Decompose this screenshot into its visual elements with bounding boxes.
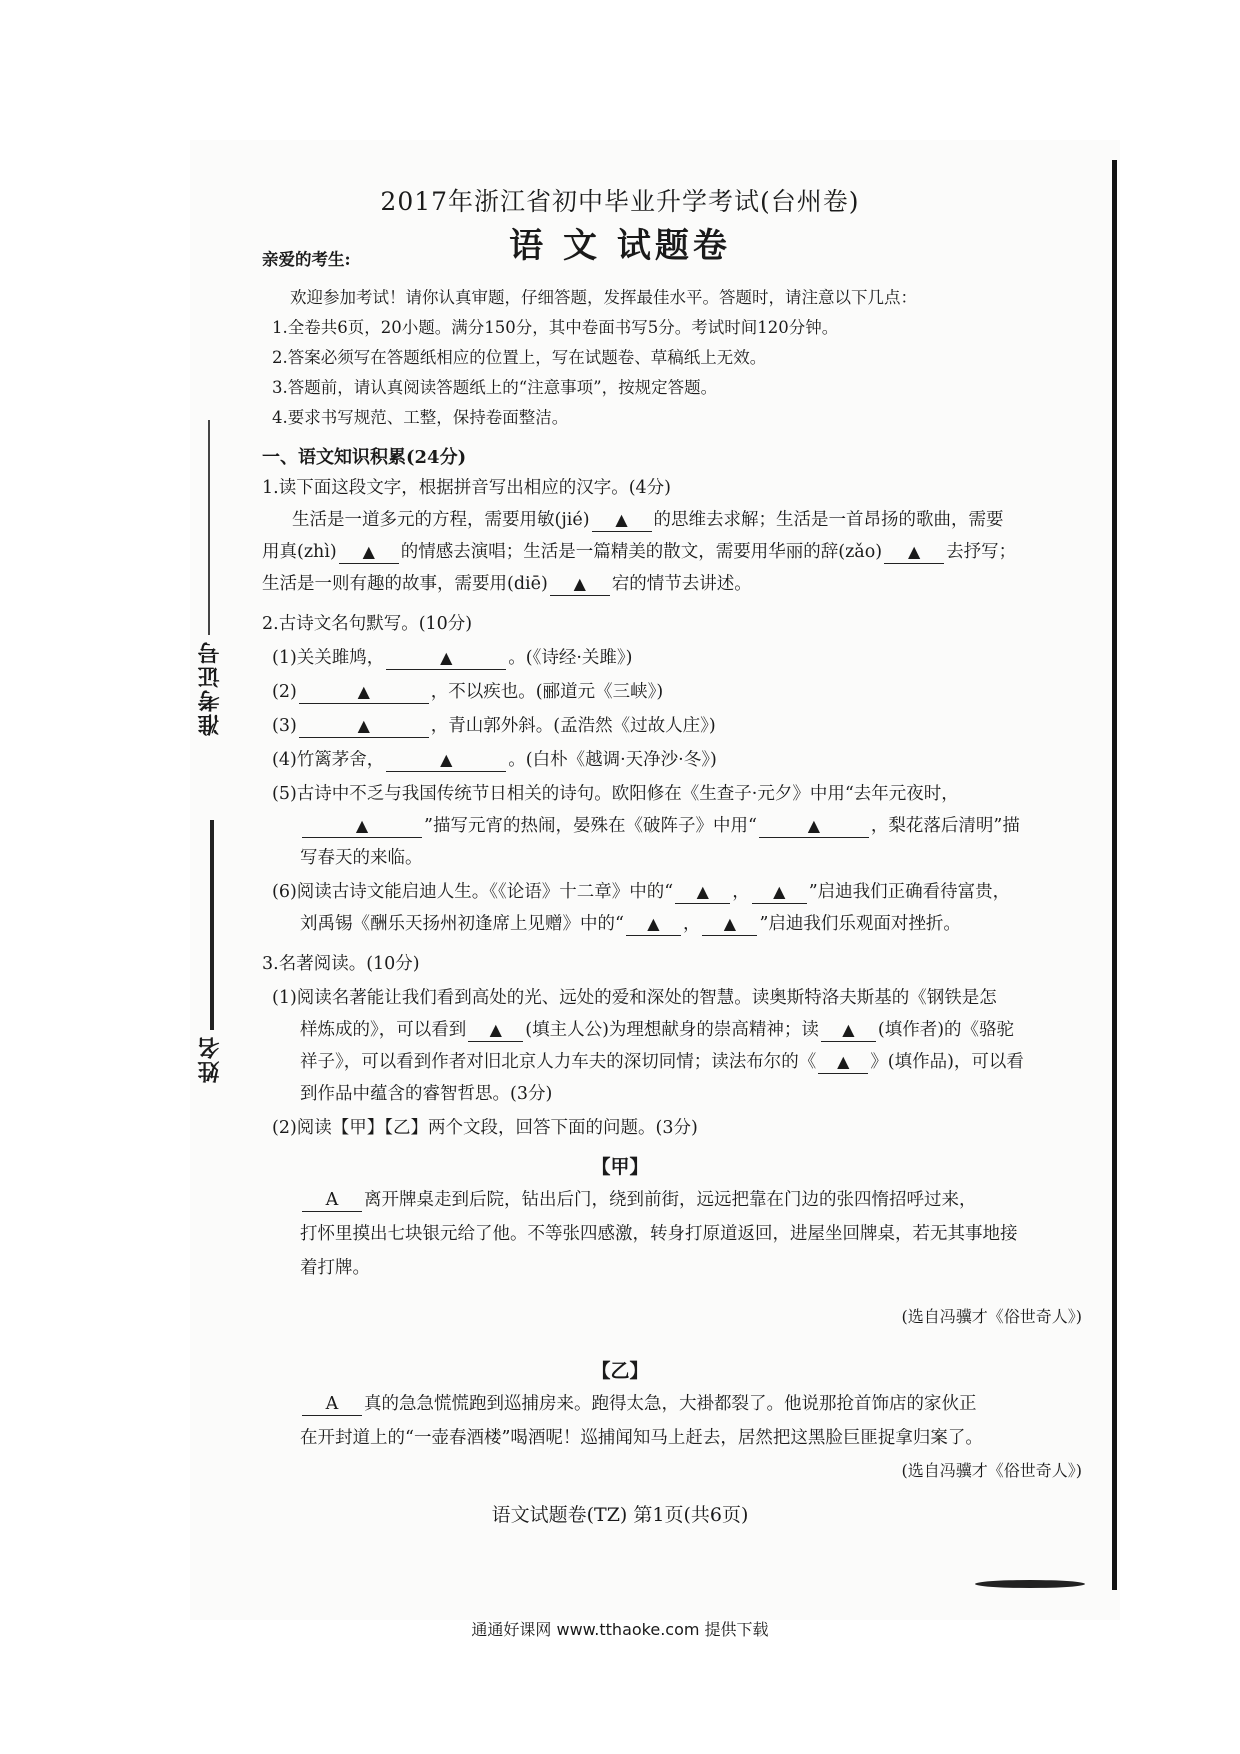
answer-blank[interactable] (468, 1019, 523, 1042)
ink-smudge (975, 1580, 1085, 1588)
triangle-mark-icon: ▲ (837, 1052, 850, 1071)
triangle-mark-icon: ▲ (907, 542, 921, 561)
notice-item-4: 4.要求书写规范、工整，保持卷面整洁。 (272, 408, 569, 427)
q1-line-1: 生活是一道多元的方程，需要用敏(jié) ▲ 的思维去求解；生活是一首昂扬的歌曲，需要 (292, 510, 1004, 530)
q2-item-5-line-3: 写春天的来临。 (300, 848, 423, 868)
passage-a-heading: 【甲】 (591, 1156, 649, 1178)
notice-greeting: 亲爱的考生: (262, 250, 351, 269)
q1-stem: 1.读下面这段文字，根据拼音写出相应的汉字。(4分) (262, 478, 671, 498)
id-number-line (208, 420, 210, 635)
triangle-mark-icon: ▲ (357, 682, 370, 701)
name-label: 姓名 (197, 1035, 223, 1083)
passage-a-line-3: 着打牌。 (300, 1258, 370, 1278)
triangle-mark-icon: ▲ (723, 914, 737, 933)
notice-item-1: 1.全卷共6页，20小题。满分150分，其中卷面书写5分。考试时间120分钟。 (272, 318, 839, 337)
triangle-mark-icon: ▲ (807, 816, 821, 835)
answer-blank[interactable] (302, 815, 422, 838)
q3-part-1-line-2: 样炼成的》，可以看到 ▲ (填主人公)为理想献身的崇高精神；读 ▲ (填作者)的《骆驼 (300, 1020, 1015, 1040)
answer-blank[interactable] (339, 541, 399, 564)
triangle-mark-icon: ▲ (489, 1020, 502, 1039)
passage-marker: A (302, 1393, 362, 1416)
passage-b-line-2: 在开封道上的“一壶春酒楼”喝酒呢！巡捕闻知马上赶去，居然把这黑脸巨匪捉拿归案了。 (300, 1428, 983, 1448)
triangle-mark-icon: ▲ (773, 882, 786, 901)
exam-title: 2017年浙江省初中毕业升学考试(台州卷) (380, 187, 860, 216)
passage-b-heading: 【乙】 (591, 1360, 649, 1382)
passage-b-line-1: A 真的急急慌慌跑到巡捕房来。跑得太急，大褂都裂了。他说那抢首饰店的家伙正 (300, 1392, 1140, 1416)
answer-blank[interactable] (386, 647, 506, 670)
q3-part-1-line-3: 祥子》，可以看到作者对旧北京人力车夫的深切同情；读法布尔的《 ▲ 》(填作品)，可以看 (300, 1052, 1024, 1072)
q2-item-3: (3) ▲ ，青山郭外斜。(孟浩然《过故人庄》) (272, 716, 716, 736)
answer-blank[interactable] (675, 881, 730, 904)
triangle-mark-icon: ▲ (615, 510, 628, 529)
answer-blank[interactable] (299, 681, 429, 704)
answer-blank[interactable] (299, 715, 429, 738)
q3-part-1-line-1: (1)阅读名著能让我们看到高处的光、远处的爱和深处的智慧。读奥斯特洛夫斯基的《钢铁是怎 (272, 988, 997, 1008)
name-line (210, 820, 214, 1030)
q1-line-3: 生活是一则有趣的故事，需要用(diē) ▲ 宕的情节去讲述。 (262, 574, 752, 594)
triangle-mark-icon: ▲ (440, 648, 453, 667)
answer-blank[interactable] (702, 913, 757, 936)
section-heading: 一、语文知识积累(24分) (262, 447, 467, 468)
passage-a-line-1: A 离开牌桌走到后院，钻出后门，绕到前街，远远把靠在门边的张四惰招呼过来， (300, 1188, 1140, 1212)
answer-blank[interactable] (884, 541, 944, 564)
answer-blank[interactable] (386, 749, 506, 772)
id-number-label: 准考证号 (197, 640, 223, 736)
triangle-mark-icon: ▲ (842, 1020, 855, 1039)
answer-blank[interactable] (818, 1051, 868, 1074)
q3-part-1-line-4: 到作品中蕴含的睿智哲思。(3分) (300, 1084, 553, 1104)
q3-stem: 3.名著阅读。(10分) (262, 954, 420, 974)
answer-blank[interactable] (752, 881, 807, 904)
passage-b-source: (选自冯骥才《俗世奇人》) (901, 1461, 1082, 1480)
answer-blank[interactable] (821, 1019, 876, 1042)
triangle-mark-icon: ▲ (440, 750, 453, 769)
q2-item-5-line-2: ▲ ”描写元宵的热闹，晏殊在《破阵子》中用“ ▲ ，梨花落后清明”描 (300, 814, 1140, 838)
q1-line-2: 用真(zhì) ▲ 的情感去演唱；生活是一篇精美的散文，需要用华丽的辞(zǎo) ▲ 去抒写； (262, 542, 1017, 562)
answer-blank[interactable] (626, 913, 681, 936)
q2-item-2: (2) ▲ ，不以疾也。(郦道元《三峡》) (272, 682, 664, 702)
q2-stem: 2.古诗文名句默写。(10分) (262, 614, 473, 634)
q2-item-5-line-1: (5)古诗中不乏与我国传统节日相关的诗句。欧阳修在《生查子·元夕》中用“去年元夜时， (272, 784, 959, 804)
passage-marker: A (302, 1189, 362, 1212)
download-credit: 通通好课网 www.tthaoke.com 提供下载 (471, 1620, 769, 1639)
passage-a-line-2: 打怀里摸出七块银元给了他。不等张四感激，转身打原道返回，进屋坐回牌桌，若无其事地接 (300, 1224, 1018, 1244)
triangle-mark-icon: ▲ (573, 574, 586, 593)
answer-blank[interactable] (759, 815, 869, 838)
notice-intro: 欢迎参加考试！请你认真审题，仔细答题，发挥最佳水平。答题时，请注意以下几点： (290, 288, 917, 307)
notice-item-2: 2.答案必须写在答题纸相应的位置上，写在试题卷、草稿纸上无效。 (272, 348, 767, 367)
q2-item-1: (1)关关雎鸠， ▲ 。(《诗经·关雎》) (272, 648, 633, 668)
q2-item-6-line-1: (6)阅读古诗文能启迪人生。《《论语》十二章》中的“ ▲ ， ▲ ”启迪我们正确看待富贵， (272, 882, 1011, 902)
exam-subtitle: 语 文 试题卷 (509, 226, 731, 266)
q2-item-4: (4)竹篱茅舍， ▲ 。(白朴《越调·天净沙·冬》) (272, 750, 717, 770)
answer-blank[interactable] (550, 573, 610, 596)
triangle-mark-icon: ▲ (647, 914, 660, 933)
triangle-mark-icon: ▲ (696, 882, 709, 901)
passage-a-source: (选自冯骥才《俗世奇人》) (901, 1307, 1082, 1326)
triangle-mark-icon: ▲ (357, 716, 370, 735)
triangle-mark-icon: ▲ (355, 816, 369, 835)
notice-item-3: 3.答题前，请认真阅读答题纸上的“注意事项”，按规定答题。 (272, 378, 718, 397)
answer-blank[interactable] (592, 509, 652, 532)
q2-item-6-line-2: 刘禹锡《酬乐天扬州初逢席上见赠》中的“ ▲ ， ▲ ”启迪我们乐观面对挫折。 (300, 914, 961, 934)
page-footer: 语文试题卷(TZ) 第1页(共6页) (491, 1504, 749, 1526)
q3-part-2: (2)阅读【甲】【乙】两个文段，回答下面的问题。(3分) (272, 1118, 698, 1138)
triangle-mark-icon: ▲ (362, 542, 375, 561)
